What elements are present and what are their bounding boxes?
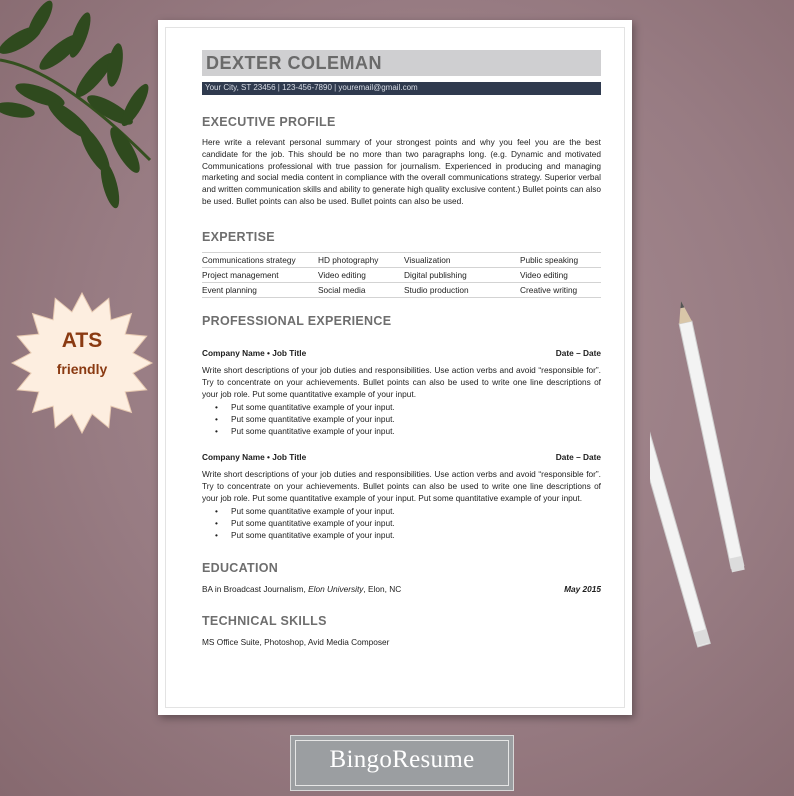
professional-experience-heading: PROFESSIONAL EXPERIENCE [202, 314, 392, 328]
bullet-text: Put some quantitative example of your input. [231, 414, 395, 424]
expertise-heading: EXPERTISE [202, 230, 275, 244]
expertise-cell: Video editing [520, 268, 601, 283]
technical-skills-heading: TECHNICAL SKILLS [202, 614, 327, 628]
contact-bar [202, 82, 601, 95]
bullet-text: Put some quantitative example of your input. [231, 402, 395, 412]
job-heading-row [202, 452, 601, 463]
expertise-cell: Digital publishing [404, 268, 520, 283]
candidate-name: DEXTER COLEMAN [206, 53, 383, 73]
executive-profile-heading: EXECUTIVE PROFILE [202, 115, 336, 129]
bullet-text: Put some quantitative example of your input. [231, 506, 395, 516]
job-description: Write short descriptions of your job duties and responsibilities. Use action verbs and avoid “responsible for”. Try to concentrate on your achievements. Bullet points can also be used to write one line descriptions of your job role. Put some quantitative example of your input. Put some quantitative example of your input. [202, 469, 601, 503]
table-row [202, 268, 601, 283]
job-dates: Date – Date [555, 348, 601, 358]
resume-page [158, 20, 632, 715]
table-row [202, 283, 601, 298]
expertise-cell: Project management [202, 268, 318, 283]
expertise-table [202, 252, 601, 298]
job-heading-row [202, 348, 601, 359]
expertise-cell: Video editing [318, 268, 404, 283]
expertise-cell: HD photography [318, 253, 404, 268]
fern-leaf-decoration [0, 0, 170, 250]
education-heading: EDUCATION [202, 561, 279, 575]
location: , Elon, NC [363, 584, 402, 594]
executive-profile-text: Here write a relevant personal summary of your strongest points and why you feel you are the best candidate for the job. This should be no more than two paragraphs long. (e.g. Dynamic and motivated Communications professional with true passion for journalism. Experienced in producing and managing marketing and social media content in compliance with the overall communications strategy. Superior verbal and written communication skills and ability to generate high quality exclusive content.) Bullet points can also be used. Bullet points can also be used. Bullet points can also be used. [202, 137, 601, 206]
contact-info: Your City, ST 23456 | 123-456-7890 | youremail@gmail.com [205, 83, 418, 92]
badge-label-friendly: friendly [56, 361, 108, 377]
bullet-text: Put some quantitative example of your input. [231, 426, 395, 436]
expertise-cell: Visualization [404, 253, 520, 268]
job-bullet-list [215, 505, 395, 541]
list-item: • Put some quantitative example of your input. [215, 518, 395, 528]
list-item: • Put some quantitative example of your input. [215, 506, 395, 516]
badge-label-ats: ATS [61, 329, 103, 352]
list-item: • Put some quantitative example of your input. [215, 530, 395, 540]
job-title: Company Name • Job Title [202, 452, 307, 462]
technical-skills-text: MS Office Suite, Photoshop, Avid Media Composer [202, 637, 390, 647]
degree: BA in Broadcast Journalism, [202, 584, 309, 594]
bullet-text: Put some quantitative example of your input. [231, 518, 395, 528]
university: Elon University [308, 584, 364, 594]
graduation-date: May 2015 [564, 584, 601, 594]
expertise-cell: Communications strategy [202, 253, 318, 268]
table-row [202, 253, 601, 268]
brand-logo [290, 735, 514, 791]
expertise-cell: Public speaking [520, 253, 601, 268]
pencils-decoration [650, 290, 760, 660]
list-item: • Put some quantitative example of your input. [215, 426, 395, 436]
job-dates: Date – Date [555, 452, 601, 462]
list-item: • Put some quantitative example of your input. [215, 414, 395, 424]
list-item: • Put some quantitative example of your input. [215, 402, 395, 412]
brand-name: BingoResume [329, 746, 475, 773]
job-description: Write short descriptions of your job duties and responsibilities. Use action verbs and avoid “responsible for”. Try to concentrate on your achievements. Bullet points can also be used to write one line descriptions of your job role. Put some quantitative example of your input. [202, 365, 601, 399]
expertise-cell: Event planning [202, 283, 318, 298]
bullet-text: Put some quantitative example of your input. [231, 530, 395, 540]
job-title: Company Name • Job Title [202, 348, 307, 358]
job-bullet-list [215, 401, 395, 437]
name-banner [202, 50, 601, 76]
expertise-cell: Creative writing [520, 283, 601, 298]
education-entry [202, 584, 601, 595]
expertise-cell: Studio production [404, 283, 520, 298]
expertise-cell: Social media [318, 283, 404, 298]
